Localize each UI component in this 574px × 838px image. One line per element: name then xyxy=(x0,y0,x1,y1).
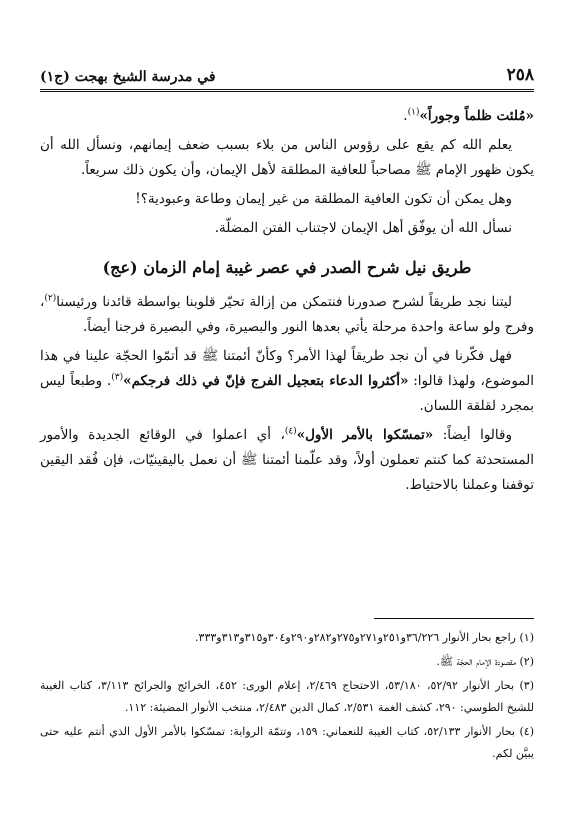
hadith-quote: «أكثروا الدعاء بتعجيل الفرج فإنّ في ذلك فرجكم» xyxy=(123,373,409,389)
footnote-ref-1: (١) xyxy=(407,107,420,118)
section-heading: طريق نيل شرح الصدر في عصر غيبة إمام الزمان (عج) xyxy=(102,258,472,277)
page-number: ٢٥٨ xyxy=(506,65,534,85)
footnote-2: (٢) مقصودة الإمام الحجّة ﷺ. xyxy=(436,655,534,668)
footnotes xyxy=(40,618,534,767)
paragraph-5-part-b: ، وفرج ولو ساعة واحدة مرحلة يأتي بعدها النور والبصيرة، وفي البصيرة فرجنا أيضاً. xyxy=(40,294,534,335)
paragraph-5 xyxy=(40,290,534,340)
footnote-divider xyxy=(374,618,534,619)
quote-text: «مُلئت ظلماً وجوراً» xyxy=(419,108,534,124)
page-body xyxy=(40,104,534,502)
hadith-quote-2: «تمسّكوا بالأمر الأول» xyxy=(296,427,434,443)
footnote-1: (١) راجع بحار الأنوار ٣٦/٢٢٦و٢٥١و٢٧١و٢٧٥و٢٨٢و٢٩٠و٣٠٤و٣١٥و٣١٣و٣٣٣. xyxy=(195,631,534,644)
paragraph-7-part-b: ، أي اعملوا في الوقائع الجديدة والأمور المستحدثة كما كنتم تعملون أولاً، وقد علّمنا أئمتنا ﷺ أن نعمل باليقينيّات، فإن فُقد اليقين توقفنا وعملنا بالاحتياط. xyxy=(40,427,534,493)
footnote-ref-2: (٢) xyxy=(44,293,57,304)
running-title: في مدرسة الشيخ بهجت (ج١) xyxy=(40,69,216,85)
footnote-4: (٤) بحار الأنوار ٥٢/١٣٣، كتاب الغيبة للنعماني: ١٥٩، وتتمّة الرواية: تمسّكوا بالأمر الأول الذي أنتم عليه حتى يبيَّن لكم. xyxy=(40,725,534,760)
paragraph-6 xyxy=(40,344,534,419)
footnote-ref-4: (٤) xyxy=(284,426,297,437)
paragraph-7-part-a: وقالوا أيضاً: xyxy=(433,427,513,443)
page-header xyxy=(40,62,534,92)
paragraph-1: «مُلئت ظلماً وجوراً»$^{(١)}$. xyxy=(403,107,534,124)
paragraph-3: وهل يمكن أن تكون العافية المطلقة من غير إيمان وطاعة وعبودية؟! xyxy=(135,191,512,207)
paragraph-5-part-a: ليتنا نجد طريقاً لشرح صدورنا فنتمكن من إزالة تحيّر قلوبنا بواسطة قائدنا ورئيسنا xyxy=(56,294,512,310)
paragraph-6-part-a: فهل فكّرنا في أن نجد طريقاً لهذا الأمر؟ وكأنّ أئمتنا ﷺ قد أتمّوا الحجّة علينا في هذا الموضوع، ولهذا قالوا: xyxy=(40,348,534,389)
paragraph-4: نسأل الله أن يوفّق أهل الإيمان لاجتناب الفتن المضلّة. xyxy=(214,220,512,236)
footnote-3: (٣) بحار الأنوار ٥٢/٩٢، ٥٣/١٨٠، الاحتجاج ٢/٤٦٩، إعلام الورى: ٤٥٢، الخرائج والجرائح ٣/١١٣، كتاب الغيبة للشيخ الطوسي: ٢٩٠، كشف الغمة ٢/٥٣١، كمال الدين ٢/٤٨٣، منتخب الأنوار المضيئة: ١١٢. xyxy=(40,679,534,714)
paragraph-7 xyxy=(40,423,534,498)
paragraph-2: يعلم الله كم يقع على رؤوس الناس من بلاء بسبب ضعف إيمانهم، ونسأل الله أن يكون ظهور الإمام ﷺ مصاحباً للعافية المطلقة لأهل الإيمان، وأن يكون ذلك سريعاً. xyxy=(40,137,534,178)
paragraph-6-part-b: . وطبعاً ليس بمجرد لقلقة اللسان. xyxy=(40,373,534,414)
footnote-ref-3: (٣) xyxy=(111,372,124,383)
